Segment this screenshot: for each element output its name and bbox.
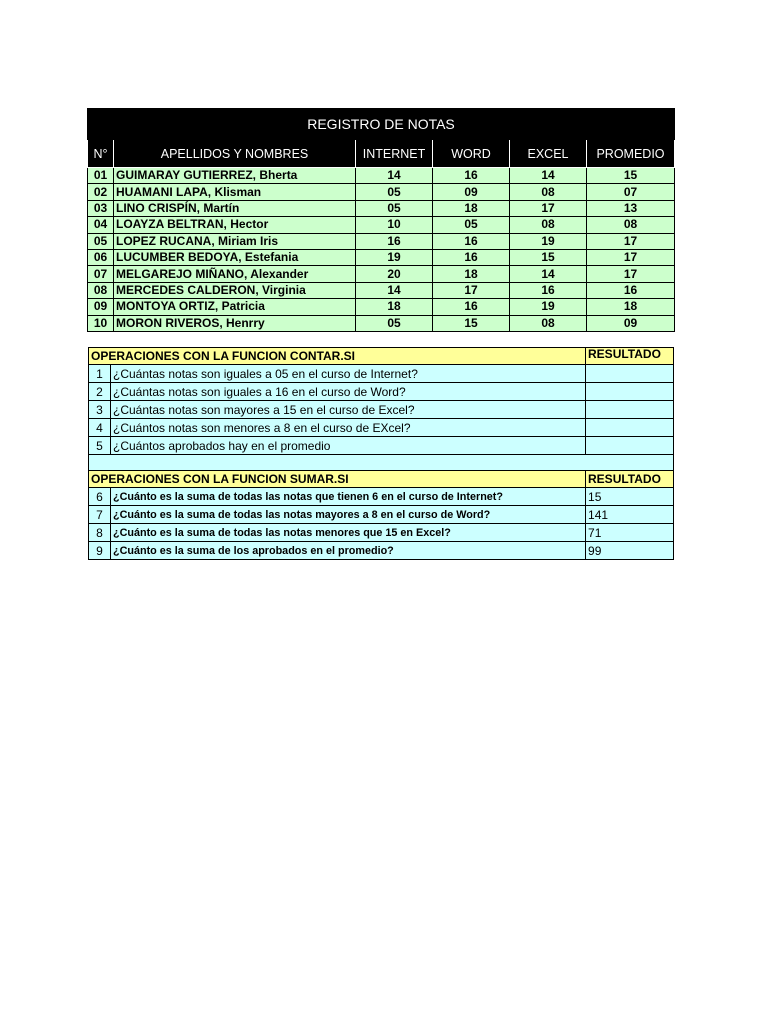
header-internet[interactable]: INTERNET [356,140,433,168]
student-name[interactable]: MERCEDES CALDERON, Virginia [114,282,356,298]
question-text[interactable]: ¿Cuántas notas son mayores a 15 en el curso de Excel? [111,401,586,419]
row-number[interactable]: 08 [88,282,114,298]
grade-internet[interactable]: 14 [356,168,433,184]
grade-row [88,233,675,249]
grade-row [88,200,675,216]
row-number[interactable]: 05 [88,233,114,249]
row-number[interactable]: 10 [88,315,114,331]
spacer-cell[interactable] [89,455,674,471]
contar-question-row [89,365,674,383]
student-name[interactable]: MONTOYA ORTIZ, Patricia [114,299,356,315]
grade-row [88,315,675,331]
grade-promedio[interactable]: 17 [587,233,675,249]
grade-word[interactable]: 16 [433,299,510,315]
result-cell[interactable] [586,419,674,437]
grade-internet[interactable]: 10 [356,217,433,233]
sumar-question-row [89,506,674,524]
contar-question-row [89,401,674,419]
question-number[interactable]: 5 [89,437,111,455]
grade-row [88,217,675,233]
grade-excel[interactable]: 14 [510,266,587,282]
grade-word[interactable]: 16 [433,168,510,184]
result-cell[interactable]: 99 [586,542,674,560]
row-number[interactable]: 09 [88,299,114,315]
question-text[interactable]: ¿Cuántas notas son iguales a 05 en el curso de Internet? [111,365,586,383]
contar-result-header[interactable]: RESULTADO [586,348,674,365]
grade-excel[interactable]: 15 [510,249,587,265]
sumar-question-row [89,524,674,542]
grade-excel[interactable]: 19 [510,233,587,249]
sumar-question-row [89,542,674,560]
student-name[interactable]: MORON RIVEROS, Henrry [114,315,356,331]
question-number[interactable]: 2 [89,383,111,401]
student-name[interactable]: LINO CRISPÍN, Martín [114,200,356,216]
student-name[interactable]: GUIMARAY GUTIERREZ, Bherta [114,168,356,184]
question-number[interactable]: 7 [89,506,111,524]
question-text[interactable]: ¿Cuánto es la suma de los aprobados en el promedio? [111,542,586,560]
operations-table [88,347,674,560]
grade-internet[interactable]: 05 [356,200,433,216]
row-number[interactable]: 01 [88,168,114,184]
contar-question-row [89,383,674,401]
contar-question-row [89,419,674,437]
grade-excel[interactable]: 14 [510,168,587,184]
header-word[interactable]: WORD [433,140,510,168]
result-cell[interactable]: 141 [586,506,674,524]
grade-word[interactable]: 15 [433,315,510,331]
grade-row [88,299,675,315]
question-text[interactable]: ¿Cuántas notas son iguales a 16 en el curso de Word? [111,383,586,401]
student-name[interactable]: LOAYZA BELTRAN, Hector [114,217,356,233]
grade-promedio[interactable]: 13 [587,200,675,216]
result-cell[interactable]: 15 [586,488,674,506]
grade-internet[interactable]: 20 [356,266,433,282]
header-promedio[interactable]: PROMEDIO [587,140,675,168]
contar-question-row [89,437,674,455]
grade-word[interactable]: 18 [433,266,510,282]
grade-row [88,249,675,265]
result-cell[interactable] [586,437,674,455]
grade-promedio[interactable]: 08 [587,217,675,233]
sumar-result-header[interactable]: RESULTADO [586,471,674,488]
grade-word[interactable]: 09 [433,184,510,200]
sumar-question-row [89,488,674,506]
row-number[interactable]: 02 [88,184,114,200]
result-cell[interactable] [586,401,674,419]
question-number[interactable]: 3 [89,401,111,419]
grade-promedio[interactable]: 16 [587,282,675,298]
row-number[interactable]: 04 [88,217,114,233]
contar-title[interactable]: OPERACIONES CON LA FUNCION CONTAR.SI [89,348,586,365]
question-text[interactable]: ¿Cuántos notas son menores a 8 en el curso de EXcel? [111,419,586,437]
grade-word[interactable]: 16 [433,249,510,265]
row-number[interactable]: 07 [88,266,114,282]
grade-excel[interactable]: 08 [510,184,587,200]
sumar-title[interactable]: OPERACIONES CON LA FUNCION SUMAR.SI [89,471,586,488]
result-cell[interactable] [586,383,674,401]
grade-promedio[interactable]: 09 [587,315,675,331]
header-name[interactable]: APELLIDOS Y NOMBRES [114,140,356,168]
grade-internet[interactable]: 05 [356,184,433,200]
grades-title[interactable]: REGISTRO DE NOTAS [88,109,675,140]
header-excel[interactable]: EXCEL [510,140,587,168]
row-number[interactable]: 06 [88,249,114,265]
grade-row [88,266,675,282]
grade-row [88,168,675,184]
question-number[interactable]: 1 [89,365,111,383]
student-name[interactable]: LUCUMBER BEDOYA, Estefania [114,249,356,265]
grades-table [87,108,675,332]
grade-internet[interactable]: 14 [356,282,433,298]
spacer-row [89,455,674,471]
question-number[interactable]: 6 [89,488,111,506]
student-name[interactable]: HUAMANI LAPA, Klisman [114,184,356,200]
grade-internet[interactable]: 18 [356,299,433,315]
header-number[interactable]: N° [88,140,114,168]
grade-row [88,184,675,200]
grade-word[interactable]: 18 [433,200,510,216]
result-cell[interactable] [586,365,674,383]
student-name[interactable]: MELGAREJO MIÑANO, Alexander [114,266,356,282]
grade-word[interactable]: 17 [433,282,510,298]
grade-excel[interactable]: 17 [510,200,587,216]
question-text[interactable]: ¿Cuántos aprobados hay en el promedio [111,437,586,455]
grade-row [88,282,675,298]
grade-internet[interactable]: 05 [356,315,433,331]
grade-promedio[interactable]: 18 [587,299,675,315]
grade-excel[interactable]: 08 [510,217,587,233]
grade-promedio[interactable]: 07 [587,184,675,200]
result-cell[interactable]: 71 [586,524,674,542]
grade-internet[interactable]: 16 [356,233,433,249]
grade-word[interactable]: 16 [433,233,510,249]
student-name[interactable]: LOPEZ RUCANA, Miriam Iris [114,233,356,249]
question-number[interactable]: 8 [89,524,111,542]
grade-promedio[interactable]: 17 [587,249,675,265]
question-text[interactable]: ¿Cuánto es la suma de todas las notas menores que 15 en Excel? [111,524,586,542]
sumar-header-row [89,471,674,488]
question-number[interactable]: 9 [89,542,111,560]
grade-promedio[interactable]: 17 [587,266,675,282]
row-number[interactable]: 03 [88,200,114,216]
grade-excel[interactable]: 16 [510,282,587,298]
grades-header-row [88,140,675,168]
grade-word[interactable]: 05 [433,217,510,233]
question-text[interactable]: ¿Cuánto es la suma de todas las notas mayores a 8 en el curso de Word? [111,506,586,524]
question-text[interactable]: ¿Cuánto es la suma de todas las notas que tienen 6 en el curso de Internet? [111,488,586,506]
grade-excel[interactable]: 08 [510,315,587,331]
question-number[interactable]: 4 [89,419,111,437]
contar-header-row [89,348,674,365]
grade-excel[interactable]: 19 [510,299,587,315]
grades-title-row [88,109,675,140]
grade-promedio[interactable]: 15 [587,168,675,184]
grade-internet[interactable]: 19 [356,249,433,265]
